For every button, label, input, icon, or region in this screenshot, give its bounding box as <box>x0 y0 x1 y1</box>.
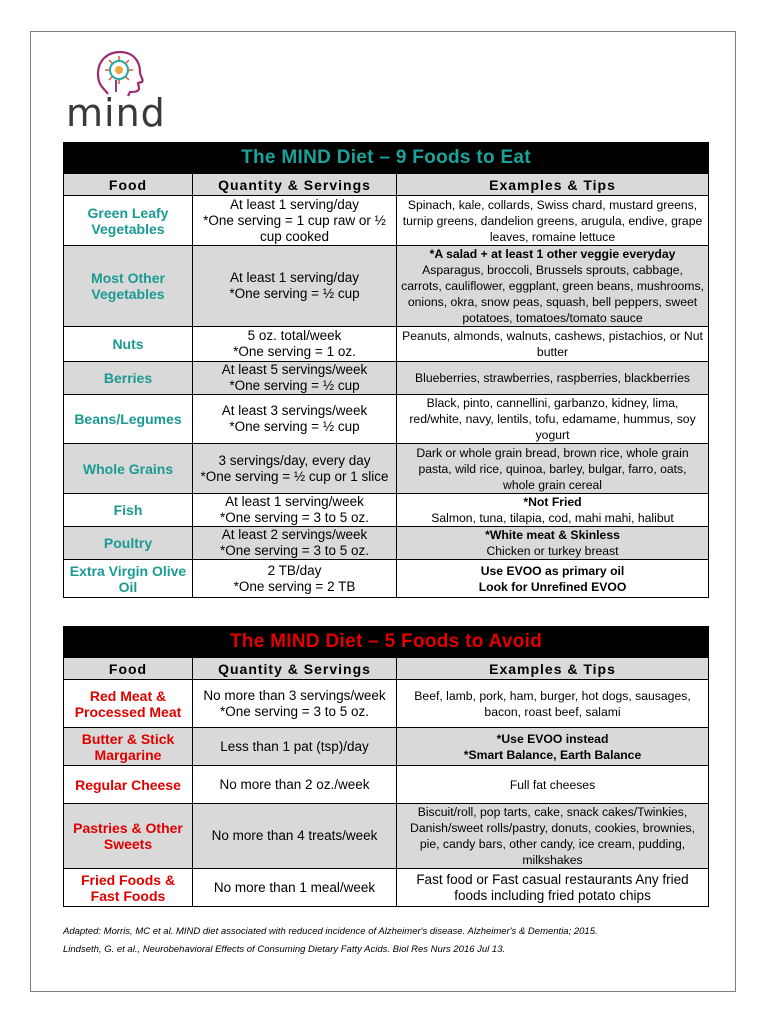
examples-cell <box>397 362 709 395</box>
examples-cell <box>397 560 709 598</box>
foods-to-avoid-table <box>63 626 709 907</box>
quantity-cell <box>193 395 397 444</box>
logo-wordmark: mind <box>66 91 166 135</box>
food-name: Regular Cheese <box>64 766 193 804</box>
table-row <box>64 527 709 560</box>
quantity-cell <box>193 680 397 728</box>
quantity-line: 5 oz. total/week <box>247 328 342 343</box>
quantity-cell <box>193 327 397 362</box>
food-name: Fried Foods & Fast Foods <box>64 869 193 907</box>
food-name: Berries <box>64 362 193 395</box>
quantity-line: 3 servings/day, every day <box>218 452 371 468</box>
mind-logo <box>66 48 166 135</box>
quantity-line: *One serving = 3 to 5 oz. <box>220 510 369 525</box>
reference-1: Adapted: Morris, MC et al. MIND diet associated with reduced incidence of Alzheimer's disease. Alzheimer's & Dementia; 2015. <box>63 926 598 937</box>
food-name: Red Meat & Processed Meat <box>64 680 193 728</box>
quantity-line: *One serving = 1 oz. <box>233 344 356 359</box>
food-name: Pastries & Other Sweets <box>64 804 193 869</box>
tip-text: Use EVOO as primary oil <box>480 563 625 578</box>
quantity-cell <box>193 444 397 494</box>
examples-cell <box>397 527 709 560</box>
table-row <box>64 444 709 494</box>
quantity-line: 2 TB/day <box>267 562 322 578</box>
examples-text: Beef, lamb, pork, ham, burger, hot dogs, sausages, bacon, roast beef, salami <box>414 688 691 719</box>
examples-text: Black, pinto, cannellini, garbanzo, kidney, lima, red/white, navy, lentils, tofu, edamame, hummus, soy yogurt <box>409 396 696 442</box>
quantity-line: At least 1 serving/day <box>229 270 360 285</box>
quantity-line: *One serving = 3 to 5 oz. <box>220 543 369 558</box>
quantity-line: At least 2 servings/week <box>221 527 368 542</box>
eat-table-title: The MIND Diet – 9 Foods to Eat <box>64 143 709 174</box>
avoid-table-title: The MIND Diet – 5 Foods to Avoid <box>64 627 709 658</box>
quantity-cell <box>193 560 397 598</box>
table-row <box>64 196 709 246</box>
quantity-line: *One serving = 2 TB <box>233 578 356 594</box>
tip-text: *White meat & Skinless <box>485 528 620 542</box>
quantity-line: *One serving = 3 to 5 oz. <box>220 703 369 719</box>
examples-text: Salmon, tuna, tilapia, cod, mahi mahi, halibut <box>431 511 674 525</box>
table-row <box>64 362 709 395</box>
table-row <box>64 246 709 327</box>
quantity-line: *One serving = 1 cup raw or ½ cup cooked <box>203 212 386 244</box>
col-header-quantity: Quantity & Servings <box>193 658 397 680</box>
quantity-line: *One serving = ½ cup <box>229 286 360 301</box>
quantity-cell <box>193 804 397 869</box>
examples-cell <box>397 246 709 327</box>
examples-text: Spinach, kale, collards, Swiss chard, mustard greens, turnip greens, dandelion greens, arugula, endive, grape leaves, romaine lettuce <box>402 197 703 244</box>
examples-text: Look for Unrefined EVOO <box>478 579 627 594</box>
tip-text: *Not Fried <box>523 495 582 509</box>
examples-text: Peanuts, almonds, walnuts, cashews, pistachios, or Nut butter <box>402 329 703 359</box>
table-row <box>64 560 709 598</box>
examples-cell <box>397 766 709 804</box>
table-row <box>64 728 709 766</box>
quantity-line: Less than 1 pat (tsp)/day <box>220 738 369 754</box>
examples-text: Chicken or turkey breast <box>486 544 619 558</box>
table-row <box>64 804 709 869</box>
col-header-examples: Examples & Tips <box>397 174 709 196</box>
quantity-line: At least 1 serving/week <box>225 494 364 509</box>
examples-text: Fast food or Fast casual restaurants Any fried foods including fried potato chips <box>416 871 689 903</box>
examples-cell <box>397 395 709 444</box>
examples-text: *Smart Balance, Earth Balance <box>463 747 642 762</box>
quantity-line: No more than 1 meal/week <box>213 879 376 895</box>
col-header-examples: Examples & Tips <box>397 658 709 680</box>
tip-text: *Use EVOO instead <box>496 731 609 746</box>
examples-cell <box>397 327 709 362</box>
examples-text: Blueberries, strawberries, raspberries, blackberries <box>415 371 691 385</box>
tip-text: *A salad + at least 1 other veggie everyday <box>429 247 676 261</box>
examples-text: Asparagus, broccoli, Brussels sprouts, cabbage, carrots, cauliflower, eggplant, green beans, mushrooms, onions, okra, snow peas, squash, bell peppers, sweet potatoes, tomatoes/tomato sauce <box>401 263 704 325</box>
quantity-line: At least 1 serving/day <box>229 196 360 212</box>
table-row <box>64 395 709 444</box>
examples-cell <box>397 494 709 527</box>
quantity-cell <box>193 246 397 327</box>
col-header-food: Food <box>64 174 193 196</box>
food-name: Whole Grains <box>64 444 193 494</box>
quantity-line: No more than 4 treats/week <box>211 828 378 843</box>
quantity-line: *One serving = ½ cup <box>229 378 360 393</box>
food-name: Most Other Vegetables <box>64 246 193 327</box>
table-row <box>64 766 709 804</box>
food-name: Beans/Legumes <box>64 395 193 444</box>
quantity-line: At least 5 servings/week <box>221 362 368 377</box>
food-name: Nuts <box>64 327 193 362</box>
examples-text: Biscuit/roll, pop tarts, cake, snack cakes/Twinkies, Danish/sweet rolls/pastry, donuts, cookies, brownies, pie, candy bars, other candy, ice cream, pudding, milkshakes <box>410 805 695 867</box>
food-name: Fish <box>64 494 193 527</box>
examples-cell <box>397 869 709 907</box>
table-row <box>64 869 709 907</box>
reference-2: Lindseth, G. et al., Neurobehavioral Effects of Consuming Dietary Fatty Acids. Biol Res Nurs 2016 Jul 13. <box>63 944 506 955</box>
quantity-line: At least 3 servings/week <box>221 403 368 418</box>
examples-cell <box>397 728 709 766</box>
quantity-cell <box>193 869 397 907</box>
col-header-quantity: Quantity & Servings <box>193 174 397 196</box>
food-name: Poultry <box>64 527 193 560</box>
examples-cell <box>397 804 709 869</box>
quantity-line: No more than 2 oz./week <box>219 776 370 792</box>
quantity-cell <box>193 494 397 527</box>
examples-text: Full fat cheeses <box>509 777 596 792</box>
food-name: Extra Virgin Olive Oil <box>64 560 193 598</box>
examples-cell <box>397 196 709 246</box>
quantity-line: *One serving = ½ cup or 1 slice <box>200 468 389 484</box>
col-header-food: Food <box>64 658 193 680</box>
foods-to-eat-table <box>63 142 709 598</box>
examples-cell <box>397 444 709 494</box>
quantity-cell <box>193 766 397 804</box>
quantity-cell <box>193 728 397 766</box>
quantity-line: No more than 3 servings/week <box>203 687 386 703</box>
quantity-cell <box>193 527 397 560</box>
references <box>63 923 723 959</box>
quantity-line: *One serving = ½ cup <box>229 419 360 434</box>
quantity-cell <box>193 196 397 246</box>
eat-table-body <box>64 196 709 598</box>
food-name: Green Leafy Vegetables <box>64 196 193 246</box>
food-name: Butter & Stick Margarine <box>64 728 193 766</box>
quantity-cell <box>193 362 397 395</box>
avoid-table-body <box>64 680 709 907</box>
examples-cell <box>397 680 709 728</box>
table-row <box>64 494 709 527</box>
table-row <box>64 327 709 362</box>
table-row <box>64 680 709 728</box>
examples-text: Dark or whole grain bread, brown rice, whole grain pasta, wild rice, quinoa, barley, bulgar, farro, oats, whole grain cereal <box>416 445 689 492</box>
